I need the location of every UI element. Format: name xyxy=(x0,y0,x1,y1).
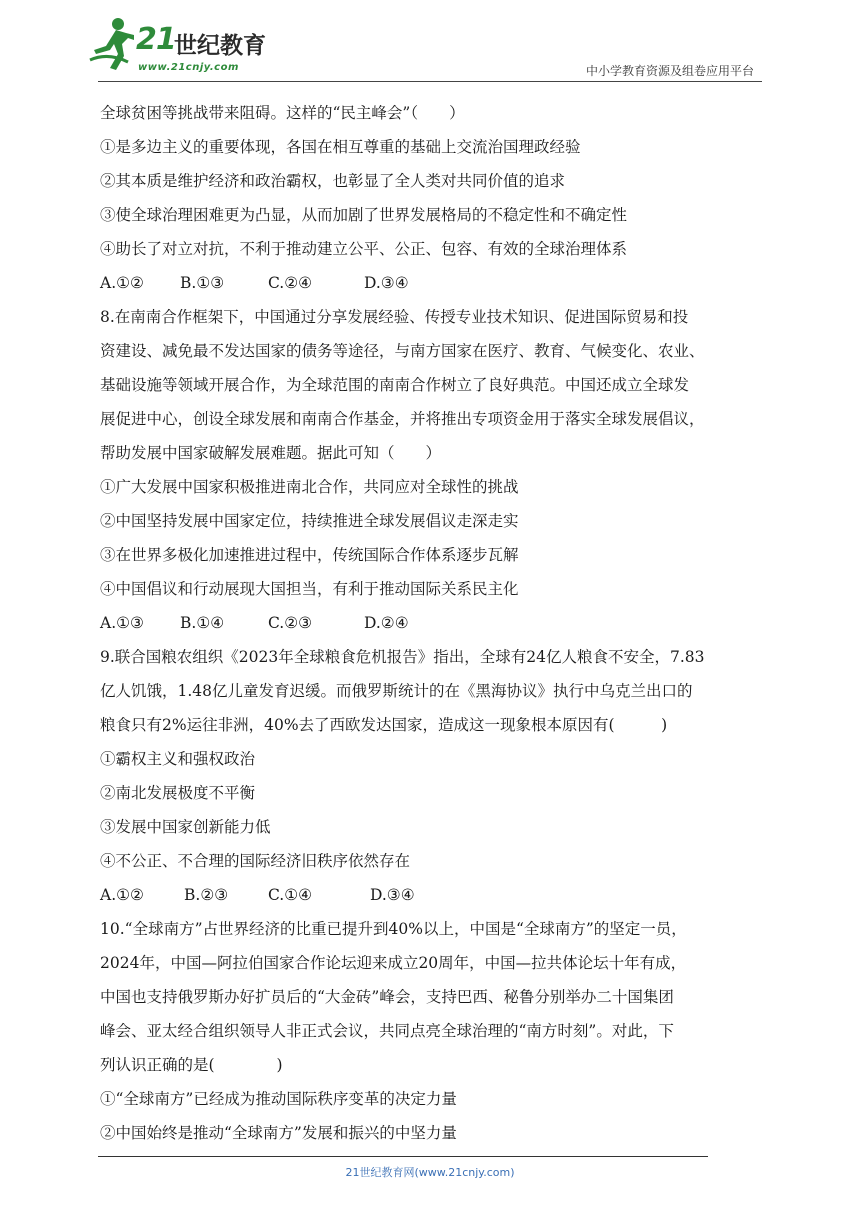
footer-link[interactable]: 21世纪教育网(www.21cnjy.com) xyxy=(345,1166,515,1179)
q9-choice-a: A.①② xyxy=(100,886,144,904)
exam-content xyxy=(100,96,772,1150)
logo-number: 21 xyxy=(136,22,176,57)
q9-stem-line: 粮食只有2%运往非洲，40%去了西欧发达国家，造成这一现象根本原因有( ) xyxy=(100,716,668,734)
q8-choice-a: A.①③ xyxy=(100,614,144,632)
q7-option-2: ②其本质是维护经济和政治霸权，也彰显了全人类对共同价值的追求 xyxy=(100,172,566,190)
site-logo[interactable] xyxy=(88,16,268,86)
q8-stem-line: 资建设、减免最不发达国家的债务等途径，与南方国家在医疗、教育、气候变化、农业、 xyxy=(100,342,705,360)
q10-stem-line: 峰会、亚太经合组织领导人非正式会议，共同点亮全球治理的“南方时刻”。对此，下 xyxy=(100,1022,674,1040)
q8-stem-line: 帮助发展中国家破解发展难题。据此可知（ ） xyxy=(100,444,442,462)
q10-stem-line: 2024年，中国—阿拉伯国家合作论坛迎来成立20周年，中国—拉共体论坛十年有成， xyxy=(100,954,687,972)
q8-choice-d: D.②④ xyxy=(364,614,409,632)
q9-choice-b: B.②③ xyxy=(184,886,229,904)
q7-stem-tail: 全球贫困等挑战带来阻碍。这样的“民主峰会”（ ） xyxy=(100,104,465,122)
runner-logo-icon xyxy=(88,16,138,72)
q7-choices xyxy=(100,266,772,300)
q10-option-2: ②中国始终是推动“全球南方”发展和振兴的中坚力量 xyxy=(100,1124,457,1142)
q8-stem-line: 8.在南南合作框架下，中国通过分享发展经验、传授专业技术知识、促进国际贸易和投 xyxy=(100,308,689,326)
q8-choices xyxy=(100,606,772,640)
q9-option-4: ④不公正、不合理的国际经济旧秩序依然存在 xyxy=(100,852,411,870)
q7-choice-b: B.①③ xyxy=(180,274,225,292)
q8-option-3: ③在世界多极化加速推进过程中，传统国际合作体系逐步瓦解 xyxy=(100,546,519,564)
q8-stem-line: 展促进中心，创设全球发展和南南合作基金，并将推出专项资金用于落实全球发展倡议， xyxy=(100,410,705,428)
q8-choice-c: C.②③ xyxy=(268,614,313,632)
q8-option-1: ①广大发展中国家积极推进南北合作，共同应对全球性的挑战 xyxy=(100,478,519,496)
q9-stem-line: 亿人饥饿，1.48亿儿童发育迟缓。而俄罗斯统计的在《黑海协议》执行中乌克兰出口的 xyxy=(100,682,693,700)
footer-divider xyxy=(98,1156,708,1157)
q9-choice-d: D.③④ xyxy=(370,886,415,904)
q7-choice-c: C.②④ xyxy=(268,274,313,292)
q9-option-2: ②南北发展极度不平衡 xyxy=(100,784,256,802)
q8-option-2: ②中国坚持发展中国家定位，持续推进全球发展倡议走深走实 xyxy=(100,512,519,530)
q7-option-4: ④助长了对立对抗，不利于推动建立公平、公正、包容、有效的全球治理体系 xyxy=(100,240,628,258)
q10-stem-line: 中国也支持俄罗斯办好扩员后的“大金砖”峰会，支持巴西、秘鲁分别举办二十国集团 xyxy=(100,988,674,1006)
q7-choice-d: D.③④ xyxy=(364,274,409,292)
q7-option-1: ①是多边主义的重要体现，各国在相互尊重的基础上交流治国理政经验 xyxy=(100,138,581,156)
q9-option-3: ③发展中国家创新能力低 xyxy=(100,818,271,836)
q10-stem-line: 列认识正确的是( ) xyxy=(100,1056,283,1074)
page-header xyxy=(0,0,860,90)
header-divider xyxy=(98,81,762,82)
q10-option-1: ①“全球南方”已经成为推动国际秩序变革的决定力量 xyxy=(100,1090,457,1108)
q8-choice-b: B.①④ xyxy=(180,614,225,632)
header-tagline: 中小学教育资源及组卷应用平台 xyxy=(585,64,754,78)
q9-choices xyxy=(100,878,772,912)
q7-option-3: ③使全球治理困难更为凸显，从而加剧了世界发展格局的不稳定性和不确定性 xyxy=(100,206,628,224)
logo-name: 世纪教育 xyxy=(174,33,266,59)
q10-stem-line: 10.“全球南方”占世界经济的比重已提升到40%以上，中国是“全球南方”的坚定一员， xyxy=(100,920,687,938)
q9-stem-line: 9.联合国粮农组织《2023年全球粮食危机报告》指出，全球有24亿人粮食不安全，7.83 xyxy=(100,648,705,666)
q8-option-4: ④中国倡议和行动展现大国担当，有利于推动国际关系民主化 xyxy=(100,580,519,598)
q7-choice-a: A.①② xyxy=(100,274,144,292)
q9-choice-c: C.①④ xyxy=(268,886,313,904)
q8-stem-line: 基础设施等领域开展合作，为全球范围的南南合作树立了良好典范。中国还成立全球发 xyxy=(100,376,690,394)
logo-url: www.21cnjy.com xyxy=(138,62,239,73)
q9-option-1: ①霸权主义和强权政治 xyxy=(100,750,256,768)
